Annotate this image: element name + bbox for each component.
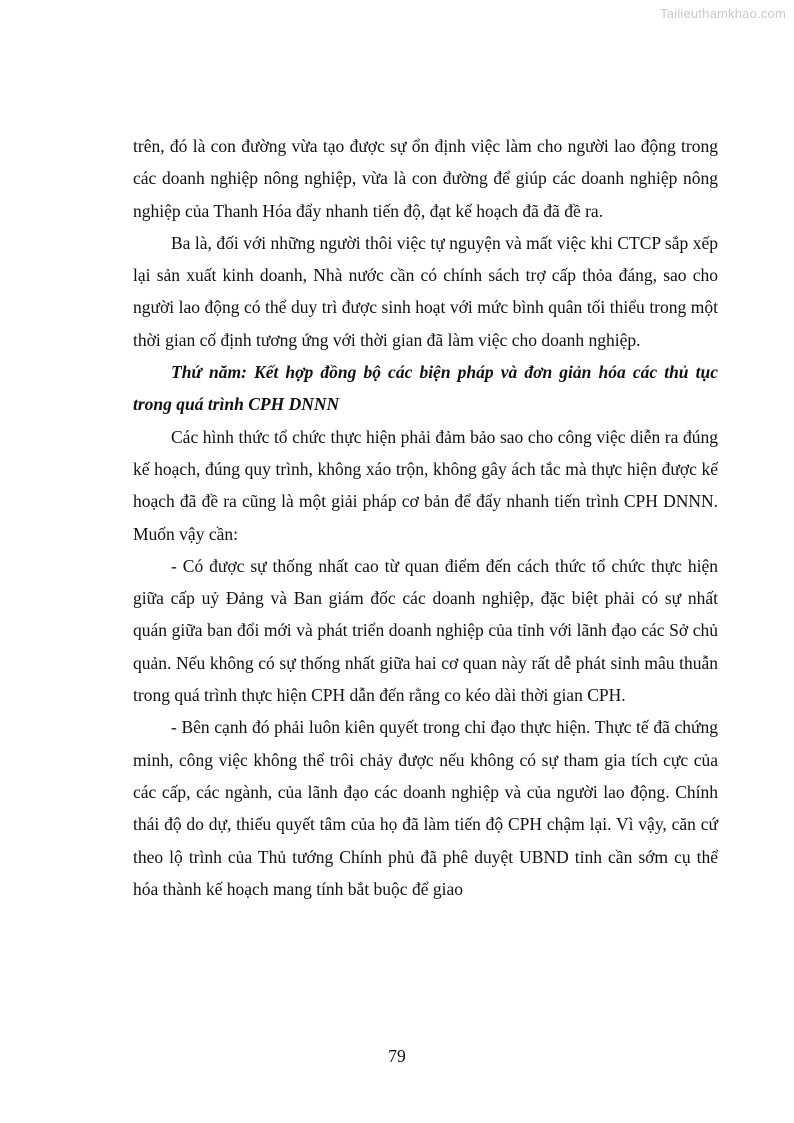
watermark: Tailieuthamkhao.com <box>660 6 786 21</box>
page-body <box>133 130 718 905</box>
section-heading-thu-nam: Thứ năm: Kết hợp đồng bộ các biện pháp và đơn giản hóa các thủ tục trong quá trình CPH DNNN <box>133 362 718 415</box>
paragraph-hinh-thuc: Các hình thức tổ chức thực hiện phải đảm bảo sao cho công việc diễn ra đúng kế hoạch, đúng quy trình, không xáo trộn, không gây ách tắc mà thực hiện được kế hoạch đã đề ra cũng là một giải pháp cơ bản để đẩy nhanh tiến trình CPH DNNN. Muốn vậy cần: <box>133 426 718 544</box>
list-item-kien-quyet: - Bên cạnh đó phải luôn kiên quyết trong chỉ đạo thực hiện. Thực tế đã chứng minh, công việc không thể trôi chảy được nếu không có sự tham gia tích cực của các cấp, các ngành, của lãnh đạo các doanh nghiệp và của người lao động. Chính thái độ do dự, thiếu quyết tâm của họ đã làm tiến độ CPH chậm lại. Vì vậy, căn cứ theo lộ trình của Thủ tướng Chính phủ đã phê duyệt UBND tỉnh cần sớm cụ thể hóa thành kế hoạch mang tính bắt buộc để giao <box>133 717 718 899</box>
paragraph-ba-la: Ba là, đối với những người thôi việc tự nguyện và mất việc khi CTCP sắp xếp lại sản xuất kinh doanh, Nhà nước cần có chính sách trợ cấp thỏa đáng, sao cho người lao động có thể duy trì được sinh hoạt với mức bình quân tối thiểu trong một thời gian cố định tương ứng với thời gian đã làm việc cho doanh nghiệp. <box>133 232 718 350</box>
page-number: 79 <box>388 1046 406 1066</box>
list-item-thong-nhat: - Có được sự thống nhất cao từ quan điểm đến cách thức tổ chức thực hiện giữa cấp uỷ Đảng và Ban giám đốc các doanh nghiệp, đặc biệt phải có sự nhất quán giữa ban đổi mới và phát triển doanh nghiệp của tỉnh với lãnh đạo các Sở chủ quản. Nếu không có sự thống nhất giữa hai cơ quan này rất dễ phát sinh mâu thuẫn trong quá trình thực hiện CPH dẫn đến rằng co kéo dài thời gian CPH. <box>133 555 718 706</box>
paragraph-continuation: trên, đó là con đường vừa tạo được sự ổn định việc làm cho người lao động trong các doanh nghiệp nông nghiệp, vừa là con đường để giúp các doanh nghiệp nông nghiệp của Thanh Hóa đẩy nhanh tiến độ, đạt kế hoạch đã đã đề ra. <box>133 136 718 221</box>
